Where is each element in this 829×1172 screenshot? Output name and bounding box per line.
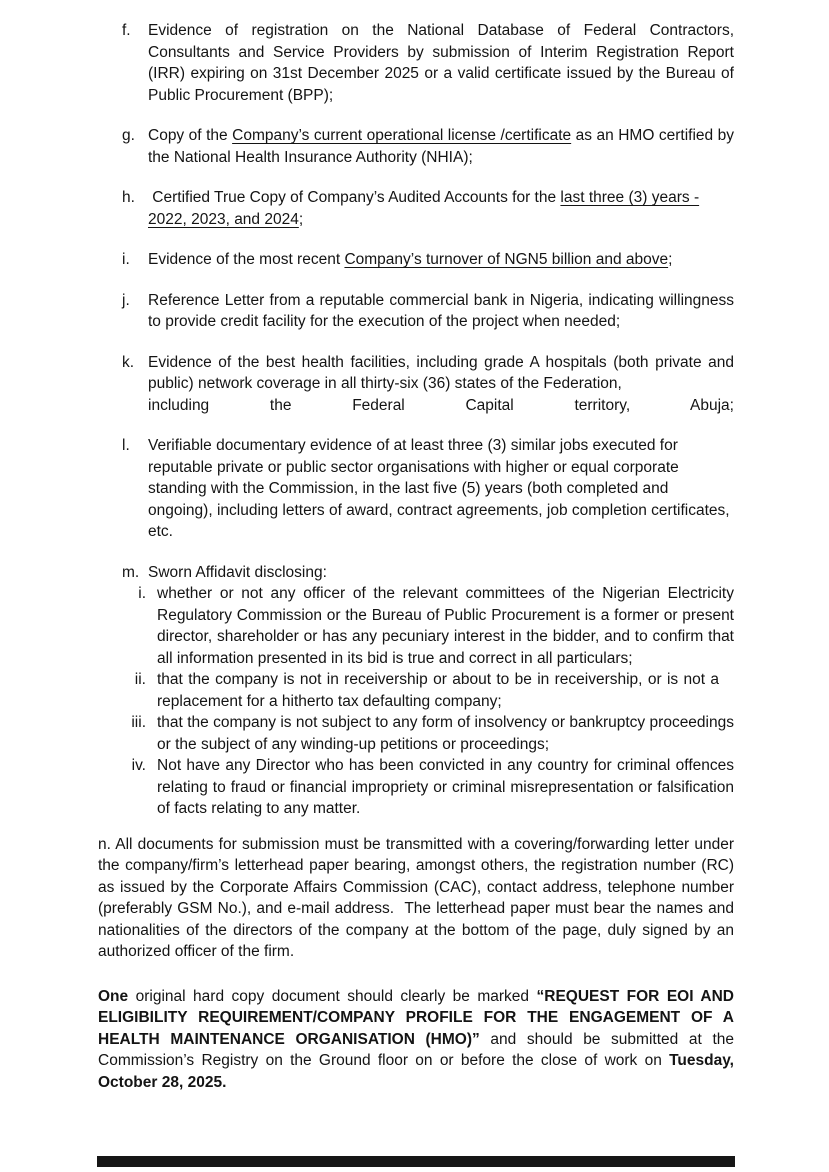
text-segment: Verifiable documentary evidence of at least three (3) similar jobs executed for reputable private or public sector organisations with higher or equal corporate standing with the Commission, in the last five (5) years (both completed and ongoing), including letters of award, contract agreements, job completion certificates, etc. bbox=[148, 437, 730, 540]
list-item-text bbox=[148, 562, 734, 584]
text-segment: Not have any Director who has been convicted in any country for criminal offences relating to fraud or financial impropriety or criminal misrepresentation or falsification of facts relating to any matter. bbox=[157, 757, 734, 817]
text-segment: Tuesday, October 28, 2025. bbox=[98, 1052, 734, 1091]
list-item-text bbox=[148, 187, 734, 230]
text-segment: Evidence of the most recent bbox=[148, 251, 345, 268]
list-item-text bbox=[148, 435, 734, 543]
document-content bbox=[98, 20, 734, 1093]
text-segment: ; bbox=[668, 251, 673, 268]
list-item-marker: g. bbox=[122, 127, 135, 144]
list-item-marker: f. bbox=[122, 22, 131, 39]
text-segment: original hard copy document should clearly be marked bbox=[128, 987, 537, 1005]
text-segment: that the company is not subject to any form of insolvency or bankruptcy proceedings or the subject of any winding-up petitions or proceedings; bbox=[157, 714, 734, 753]
sub-list-item-ii bbox=[98, 669, 734, 712]
list-item-f bbox=[122, 20, 734, 106]
sub-list-item-text bbox=[157, 669, 734, 712]
sub-list-item-text bbox=[157, 755, 734, 820]
text-segment: Evidence of the best health facilities, including grade A hospitals (both private and public) network coverage in all thirty-six (36) states of the Federation, bbox=[148, 353, 734, 392]
text-segment: Copy of the bbox=[148, 127, 233, 144]
list-item-i bbox=[122, 249, 734, 271]
paragraphs-block bbox=[98, 834, 734, 1094]
list-item-marker: m. bbox=[122, 563, 140, 581]
closing-paragraph bbox=[98, 986, 734, 1094]
spacer bbox=[98, 820, 734, 834]
list-item-text bbox=[148, 352, 734, 417]
text-segment: as an HMO certified by the National Health Insurance Authority (NHIA); bbox=[148, 127, 735, 166]
list-item-text bbox=[148, 20, 734, 106]
sub-list-item-marker: ii. bbox=[134, 671, 146, 688]
text-segment: One bbox=[98, 987, 129, 1005]
list-item-h bbox=[122, 187, 734, 230]
requirements-list bbox=[98, 20, 734, 834]
list-item-text bbox=[148, 249, 734, 271]
bottom-black-bar bbox=[97, 1156, 735, 1167]
text-segment: Evidence of registration on the National Database of Federal Contractors, Consultants and Service Providers by submission of Interim Registration Report (IRR) expiring on 31st December 2025 or a valid certificate issued by the Bureau of Public Procurement (BPP); bbox=[148, 22, 734, 104]
list-item-marker: l. bbox=[122, 437, 130, 454]
sub-list-item-marker: i. bbox=[138, 585, 146, 602]
sub-list-item-i bbox=[98, 583, 734, 669]
text-segment: “REQUEST FOR EOI AND ELIGIBILITY REQUIREMENT/COMPANY PROFILE FOR THE ENGAGEMENT OF A HEALTH MAINTENANCE ORGANISATION (HMO)” bbox=[98, 987, 734, 1048]
text-segment: Reference Letter from a reputable commercial bank in Nigeria, indicating willingness to provide credit facility for the execution of the project when needed; bbox=[148, 291, 734, 330]
list-item-marker: k. bbox=[122, 353, 135, 371]
text-segment: last three (3) years - 2022, 2023, and 2024 bbox=[148, 189, 700, 228]
list-item-marker: i. bbox=[122, 251, 130, 268]
text-segment: n. All documents for submission must be transmitted with a covering/forwarding letter under the company/firm’s letterhead paper bearing, amongst others, the registration number (RC) as issued by the Corporate Affairs Commission (CAC), contact address, telephone number (preferably GSM No.), and e-mail address. The letterhead paper must bear the names and nationalities of the directors of the company at the bottom of the page, duly signed by an authorized officer of the firm. bbox=[98, 835, 734, 960]
sub-list-item-marker: iv. bbox=[131, 757, 146, 774]
text-segment: whether or not any officer of the relevant committees of the Nigerian Electricity Regulatory Commission or the Bureau of Public Procurement is a former or present director, shareholder or has any pecuniary interest in the bidder, and to confirm that all information presented in its bid is true and correct in all particulars; bbox=[157, 585, 734, 667]
text-segment: Company’s current operational license /certificate bbox=[232, 127, 572, 144]
list-item-g bbox=[122, 125, 734, 168]
list-item-marker: j. bbox=[122, 291, 130, 309]
list-item-j bbox=[122, 290, 734, 333]
sub-list-item-marker: iii. bbox=[131, 714, 146, 731]
list-item-text bbox=[148, 290, 734, 333]
sub-list-item-text bbox=[157, 712, 734, 755]
list-item-text bbox=[148, 125, 734, 168]
list-item-marker: h. bbox=[122, 189, 135, 206]
text-segment: ; bbox=[298, 210, 304, 228]
text-segment: Certified True Copy of Company’s Audited Accounts for the bbox=[148, 189, 561, 206]
sub-list-item-iv bbox=[98, 755, 734, 820]
sub-list-item-iii bbox=[98, 712, 734, 755]
text-segment: Sworn Affidavit disclosing: bbox=[148, 563, 327, 581]
text-segment: that the company is not in receivership or about to be in receivership, or is not a replacement for a hitherto tax defaulting company; bbox=[157, 671, 734, 710]
list-item-m bbox=[122, 562, 734, 584]
text-segment: Company’s turnover of NGN5 billion and above bbox=[344, 251, 669, 268]
text-segment: and should be submitted at the Commission’s Registry on the Ground floor on or before the close of work on bbox=[98, 1030, 734, 1069]
paragraph-n bbox=[98, 834, 734, 963]
list-item-tail-line: including the Federal Capital territory, Abuja; bbox=[148, 396, 734, 414]
list-item-l bbox=[122, 435, 734, 543]
sub-list-item-text bbox=[157, 583, 734, 669]
list-item-k bbox=[122, 352, 734, 417]
